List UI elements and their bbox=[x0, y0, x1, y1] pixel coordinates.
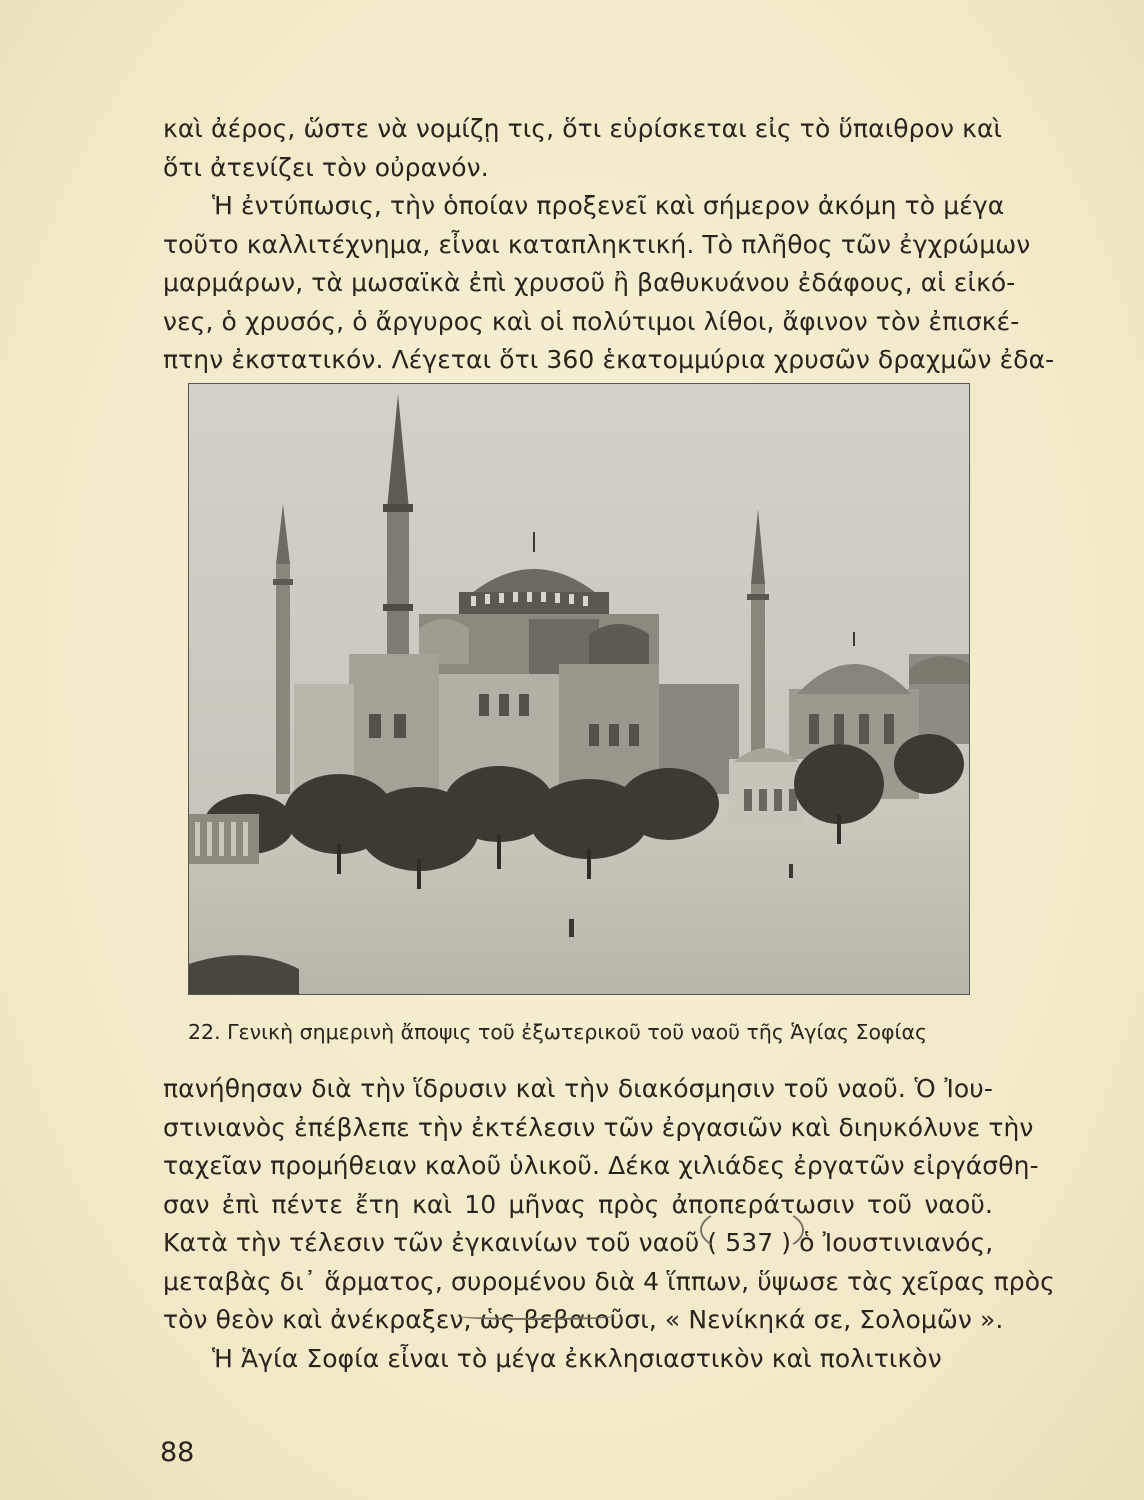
figure-caption: 22. Γενικὴ σημερινὴ ἄποψις τοῦ ἐξωτερικοῦ τοῦ ναοῦ τῆς Ἁγίας Σοφίας bbox=[188, 1020, 928, 1044]
text-line: πτην ἐκστατικόν. Λέγεται ὅτι 360 ἑκατομμύρια χρυσῶν δραχμῶν ἐδα- bbox=[163, 345, 1055, 374]
text-line: ταχεῖαν προμήθειαν καλοῦ ὑλικοῦ. Δέκα χιλιάδες ἐργατῶν εἰργάσθη- bbox=[163, 1151, 1039, 1180]
text-line: ὅτι ἀτενίζει τὸν οὐρανόν. bbox=[163, 152, 489, 182]
text-line: τοῦτο καλλιτέχνημα, εἶναι καταπληκτική. Τὸ πλῆθος τῶν ἐγχρώμων bbox=[163, 229, 1031, 259]
text-line: Ἡ Ἁγία Σοφία εἶναι τὸ μέγα ἐκκλησιαστικὸν καὶ πολιτικὸν bbox=[212, 1343, 942, 1373]
text-line: σαν ἐπὶ πέντε ἔτη καὶ 10 μῆνας πρὸς ἀποπεράτωσιν τοῦ ναοῦ. bbox=[163, 1189, 993, 1219]
pencil-underline-mark bbox=[456, 1312, 616, 1320]
text-line: πανήθησαν διὰ τὴν ἵδρυσιν καὶ τὴν διακόσμησιν τοῦ ναοῦ. Ὁ Ἰου- bbox=[163, 1074, 993, 1103]
text-line: Κατὰ τὴν τέλεσιν τῶν ἐγκαινίων τοῦ ναοῦ ( 537 ) ὁ Ἰουστινιανός, bbox=[163, 1228, 994, 1257]
text-line: νες, ὁ χρυσός, ὁ ἄργυρος καὶ οἱ πολύτιμοι λίθοι, ἄφινον τὸν ἐπισκέ- bbox=[163, 306, 1020, 336]
bottom-paragraph bbox=[163, 1070, 1055, 1378]
pencil-circle-mark bbox=[700, 1205, 804, 1255]
text-line: Ἡ ἐντύπωσις, τὴν ὁποίαν προξενεῖ καὶ σήμερον ἀκόμη τὸ μέγα bbox=[212, 191, 1005, 220]
text-line: τὸν θεὸν καὶ ἀνέκραξεν, ὡς βεβαιοῦσι, « Νενίκηκά σε, Σολομῶν ». bbox=[163, 1305, 1004, 1334]
text-line: καὶ ἀέρος, ὥστε νὰ νομίζῃ τις, ὅτι εὑρίσκεται εἰς τὸ ὕπαιθρον καὶ bbox=[163, 114, 1003, 143]
text-line: μεταβὰς δι᾽ ἅρματος, συρομένου διὰ 4 ἵππων, ὕψωσε τὰς χεῖρας πρὸς bbox=[163, 1266, 1055, 1296]
page-number: 88 bbox=[160, 1437, 195, 1468]
hagia-sophia-photograph bbox=[188, 383, 970, 995]
text-line: μαρμάρων, τὰ μωσαϊκὰ ἐπὶ χρυσοῦ ἢ βαθυκυάνου ἐδάφους, αἱ εἰκό- bbox=[163, 268, 1016, 297]
top-paragraph bbox=[163, 110, 1055, 380]
text-line: στινιανὸς ἐπέβλεπε τὴν ἐκτέλεσιν τῶν ἐργασιῶν καὶ διηυκόλυνε τὴν bbox=[163, 1112, 1034, 1142]
